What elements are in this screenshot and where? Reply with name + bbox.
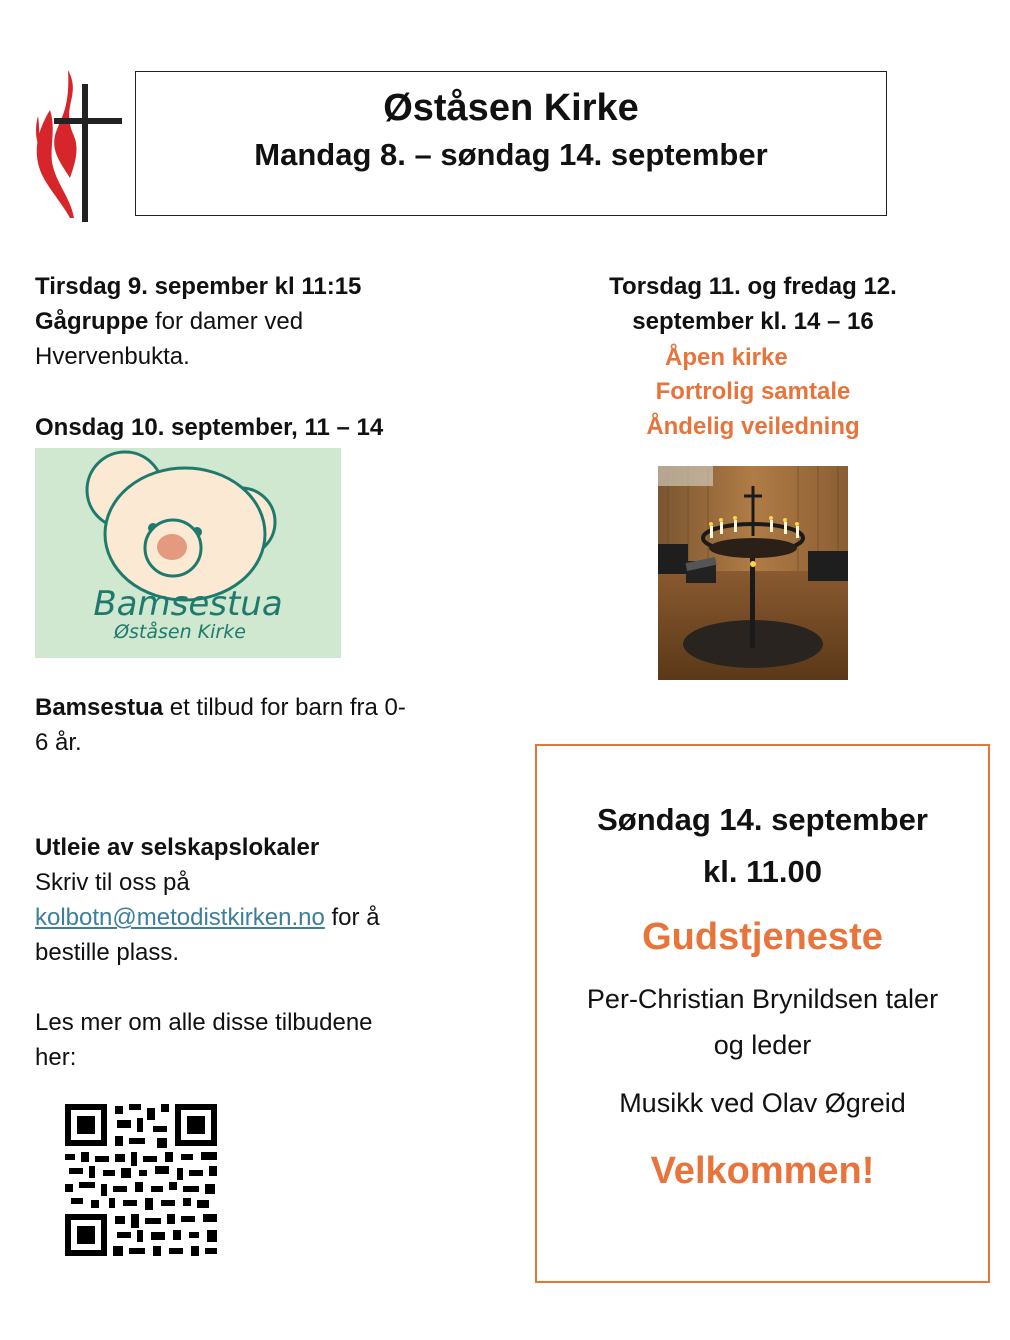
bamsestua-logo-text: Bamsestua bbox=[93, 584, 283, 624]
bamsestua-offer bbox=[35, 690, 475, 760]
thursday-item-2: Fortrolig samtale bbox=[655, 378, 851, 405]
service-music: Musikk ved Olav Øgreid bbox=[619, 1088, 906, 1118]
candle-photo bbox=[658, 466, 848, 680]
service-time: kl. 11.00 bbox=[703, 854, 822, 889]
date-range: Mandag 8. – søndag 14. september bbox=[254, 137, 768, 172]
service-title: Gudstjeneste bbox=[642, 916, 883, 958]
tuesday-group-name: Gågruppe bbox=[35, 308, 149, 335]
service-box bbox=[535, 744, 990, 1283]
thursday-heading-2: september kl. 14 – 16 bbox=[632, 308, 874, 335]
more-info-line-1: Les mer om alle disse tilbudene bbox=[35, 1009, 373, 1036]
bamsestua-desc-2: 6 år. bbox=[35, 729, 82, 756]
tuesday-location: Hvervenbukta. bbox=[35, 343, 190, 370]
service-welcome: Velkommen! bbox=[650, 1150, 875, 1192]
rental-line-3: bestille plass. bbox=[35, 939, 180, 966]
wednesday-heading: Onsdag 10. september, 11 – 14 bbox=[35, 414, 384, 441]
cross-flame-icon bbox=[30, 66, 126, 222]
qr-code[interactable] bbox=[65, 1104, 217, 1256]
tuesday-heading: Tirsdag 9. sepember kl 11:15 bbox=[35, 273, 362, 300]
rental-line-2-suffix: for å bbox=[324, 904, 380, 931]
bamsestua-logo bbox=[35, 448, 341, 658]
page-title: Øståsen Kirke bbox=[383, 87, 639, 129]
thursday-item-3: Åndelig veiledning bbox=[646, 413, 860, 440]
rental-heading: Utleie av selskapslokaler bbox=[35, 834, 320, 861]
church-logo bbox=[30, 66, 126, 222]
service-date: Søndag 14. september bbox=[597, 802, 928, 837]
email-link[interactable]: kolbotn@metodistkirken.no bbox=[35, 904, 325, 931]
tuesday-group-desc: for damer ved bbox=[148, 308, 304, 335]
candle-stand-image bbox=[658, 466, 848, 680]
thursday-heading-1: Torsdag 11. og fredag 12. bbox=[609, 273, 897, 300]
bamsestua-logo-subtext: Øståsen Kirke bbox=[114, 621, 246, 643]
thursday-item-1: Åpen kirke bbox=[665, 344, 788, 371]
service-date-block bbox=[537, 794, 988, 898]
bamsestua-desc: et tilbud for barn fra 0- bbox=[163, 694, 406, 721]
bamsestua-name: Bamsestua bbox=[35, 694, 164, 721]
qr-code-icon bbox=[65, 1104, 217, 1256]
tuesday-desc bbox=[35, 304, 495, 339]
thursday-section bbox=[560, 269, 946, 339]
tuesday-section bbox=[35, 269, 495, 374]
teddy-bear-icon bbox=[35, 448, 341, 658]
more-info bbox=[35, 1005, 475, 1075]
rental-line-1: Skriv til oss på bbox=[35, 869, 190, 896]
more-info-line-2: her: bbox=[35, 1044, 77, 1071]
header-box bbox=[135, 71, 887, 216]
service-speaker-line-2: og leder bbox=[713, 1030, 812, 1060]
rental-section bbox=[35, 830, 475, 970]
service-speaker-line-1: Per-Christian Brynildsen taler bbox=[586, 984, 939, 1014]
